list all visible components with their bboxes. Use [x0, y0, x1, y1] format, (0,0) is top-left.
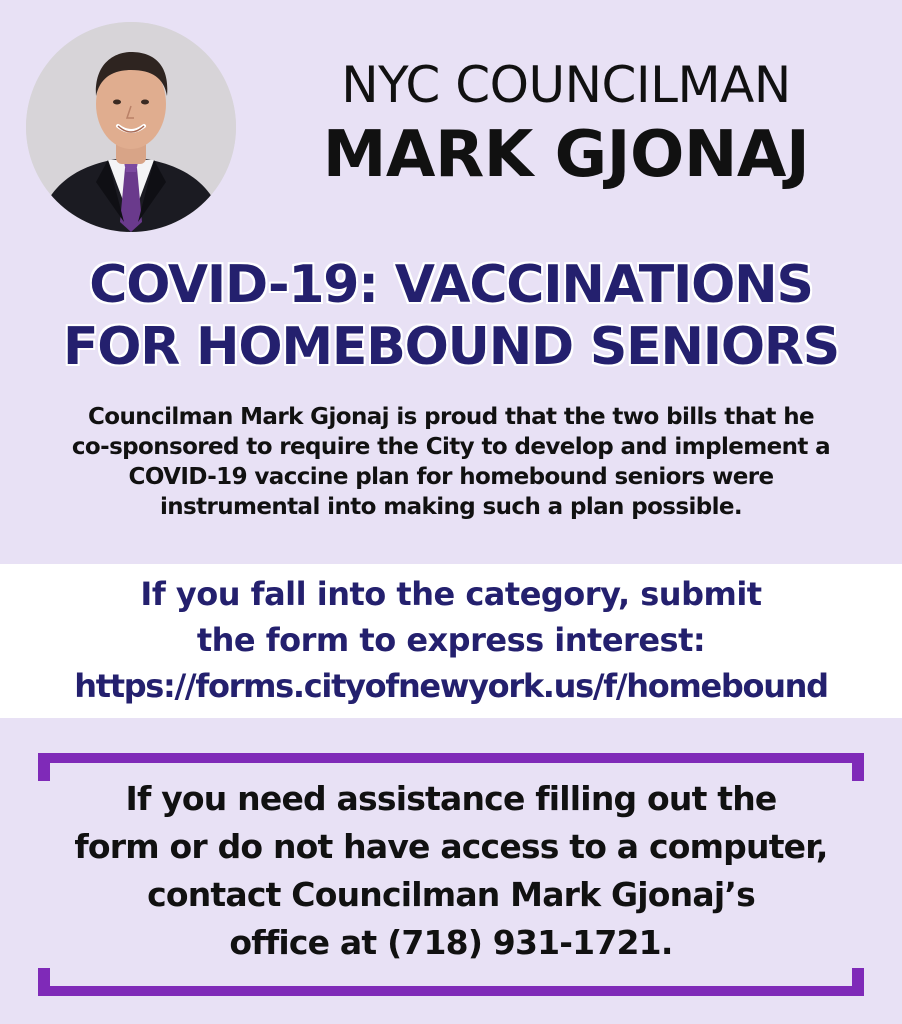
headline-line: COVID-19: VACCINATIONS — [89, 255, 813, 315]
header-title-line2: MARK GJONAJ — [322, 118, 810, 192]
intro-line: COVID-19 vaccine plan for homebound seniors were — [128, 464, 774, 490]
callout-text — [0, 571, 902, 709]
assistance-line: If you need assistance filling out the — [125, 779, 777, 818]
assistance-line: contact Councilman Mark Gjonaj’s — [147, 875, 755, 914]
bracket-top-bar — [38, 753, 864, 763]
assistance-line: form or do not have access to a computer, — [74, 827, 828, 866]
headline-line: FOR HOMEBOUND SENIORS — [62, 317, 840, 377]
bracket-bottom-bar — [38, 986, 864, 996]
portrait-icon — [26, 22, 236, 232]
intro-line: co-sponsored to require the City to develop and implement a — [71, 434, 831, 460]
assistance-text — [40, 775, 862, 967]
intro-paragraph — [20, 402, 882, 522]
intro-line: Councilman Mark Gjonaj is proud that the two bills that he — [88, 404, 814, 430]
portrait-photo — [26, 22, 236, 232]
form-url-link[interactable]: https://forms.cityofnewyork.us/f/homebound — [74, 667, 828, 705]
callout-line: If you fall into the category, submit — [140, 575, 762, 613]
callout-line: the form to express interest: — [196, 621, 706, 659]
assistance-line: office at (718) 931-1721. — [229, 923, 673, 962]
intro-line: instrumental into making such a plan possible. — [159, 494, 743, 520]
headline — [0, 254, 902, 378]
header-title-line1: NYC COUNCILMAN — [341, 56, 791, 114]
